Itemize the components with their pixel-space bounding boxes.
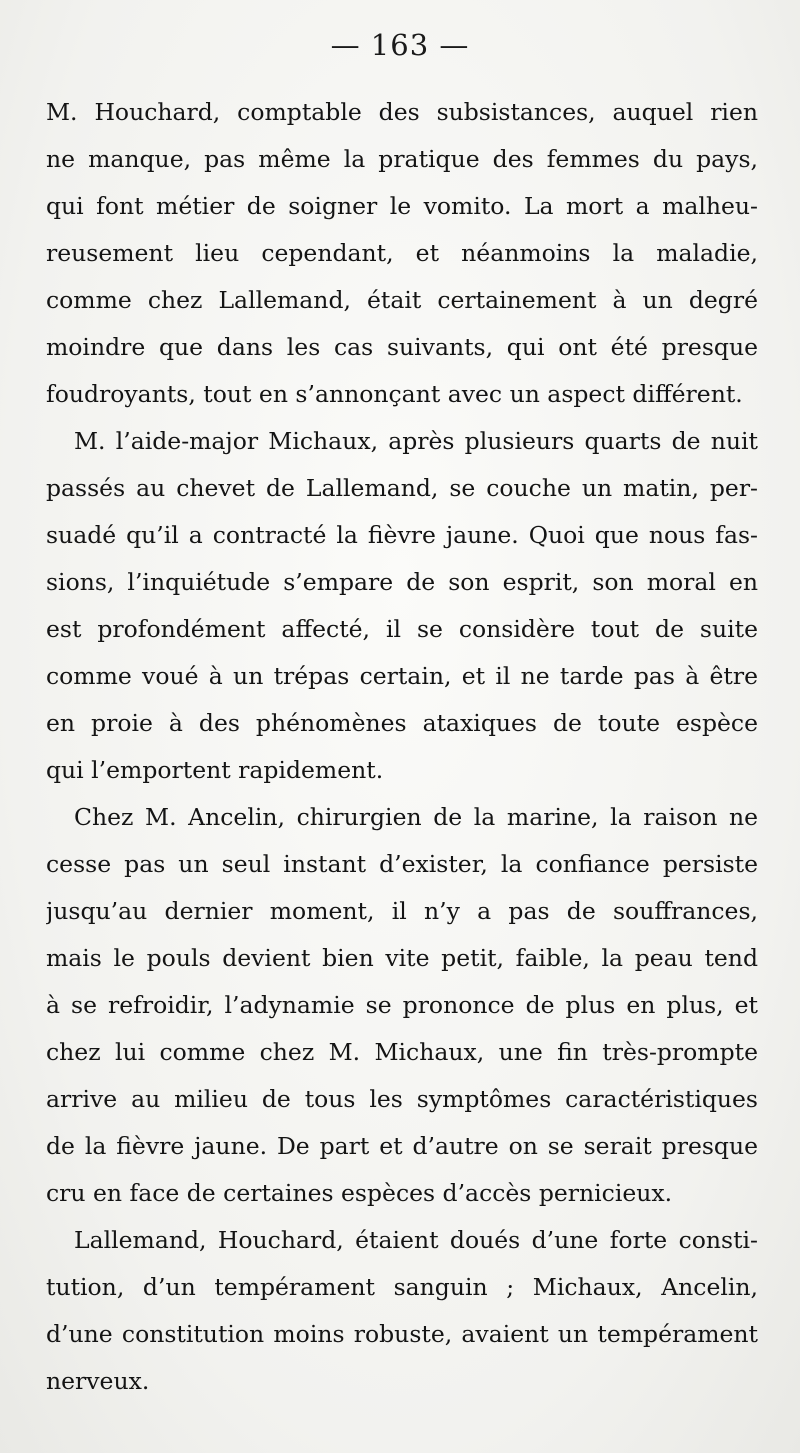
text-line: M. Houchard, comptable des subsistances, auquel rien xyxy=(46,98,758,126)
paragraph xyxy=(46,89,758,418)
text-line: jusqu’au dernier moment, il n’y a pas de souffrances, xyxy=(46,897,758,925)
text-line: à se refroidir, l’adynamie se prononce de plus en plus, et xyxy=(46,991,758,1019)
text-line: cru en face de certaines espèces d’accès pernicieux. xyxy=(46,1179,673,1207)
page-number: — 163 — xyxy=(330,28,470,62)
text-line: chez lui comme chez M. Michaux, une fin très-prompte xyxy=(46,1038,758,1066)
text-line: tution, d’un tempérament sanguin ; Michaux, Ancelin, xyxy=(46,1273,758,1301)
text-line: moindre que dans les cas suivants, qui ont été presque xyxy=(46,333,758,361)
text-line: mais le pouls devient bien vite petit, faible, la peau tend xyxy=(46,944,758,972)
body-text xyxy=(46,89,758,1405)
text-line: foudroyants, tout en s’annonçant avec un aspect différent. xyxy=(46,380,743,408)
text-line: Chez M. Ancelin, chirurgien de la marine, la raison ne xyxy=(74,803,758,831)
text-line: qui l’emportent rapidement. xyxy=(46,756,384,784)
text-line: Lallemand, Houchard, étaient doués d’une forte consti- xyxy=(74,1226,758,1254)
paragraph xyxy=(46,418,758,794)
text-line: d’une constitution moins robuste, avaient un tempérament xyxy=(46,1320,758,1348)
text-line: comme chez Lallemand, était certainement à un degré xyxy=(46,286,758,314)
text-line: M. l’aide-major Michaux, après plusieurs quarts de nuit xyxy=(74,427,758,455)
text-line: qui font métier de soigner le vomito. La mort a malheu- xyxy=(46,192,758,220)
text-line: nerveux. xyxy=(46,1367,150,1395)
text-line: arrive au milieu de tous les symptômes caractéristiques xyxy=(46,1085,758,1113)
text-line: ne manque, pas même la pratique des femmes du pays, xyxy=(46,145,758,173)
text-line: en proie à des phénomènes ataxiques de toute espèce xyxy=(46,709,758,737)
text-line: reusement lieu cependant, et néanmoins la maladie, xyxy=(46,239,758,267)
text-line: cesse pas un seul instant d’exister, la confiance persiste xyxy=(46,850,758,878)
text-line: est profondément affecté, il se considère tout de suite xyxy=(46,615,758,643)
paragraph xyxy=(46,1217,758,1405)
paragraph xyxy=(46,794,758,1217)
text-line: passés au chevet de Lallemand, se couche un matin, per- xyxy=(46,474,758,502)
text-line: sions, l’inquiétude s’empare de son esprit, son moral en xyxy=(46,568,758,596)
text-line: suadé qu’il a contracté la fièvre jaune. Quoi que nous fas- xyxy=(46,521,758,549)
text-line: de la fièvre jaune. De part et d’autre on se serait presque xyxy=(46,1132,758,1160)
text-line: comme voué à un trépas certain, et il ne tarde pas à être xyxy=(46,662,758,690)
